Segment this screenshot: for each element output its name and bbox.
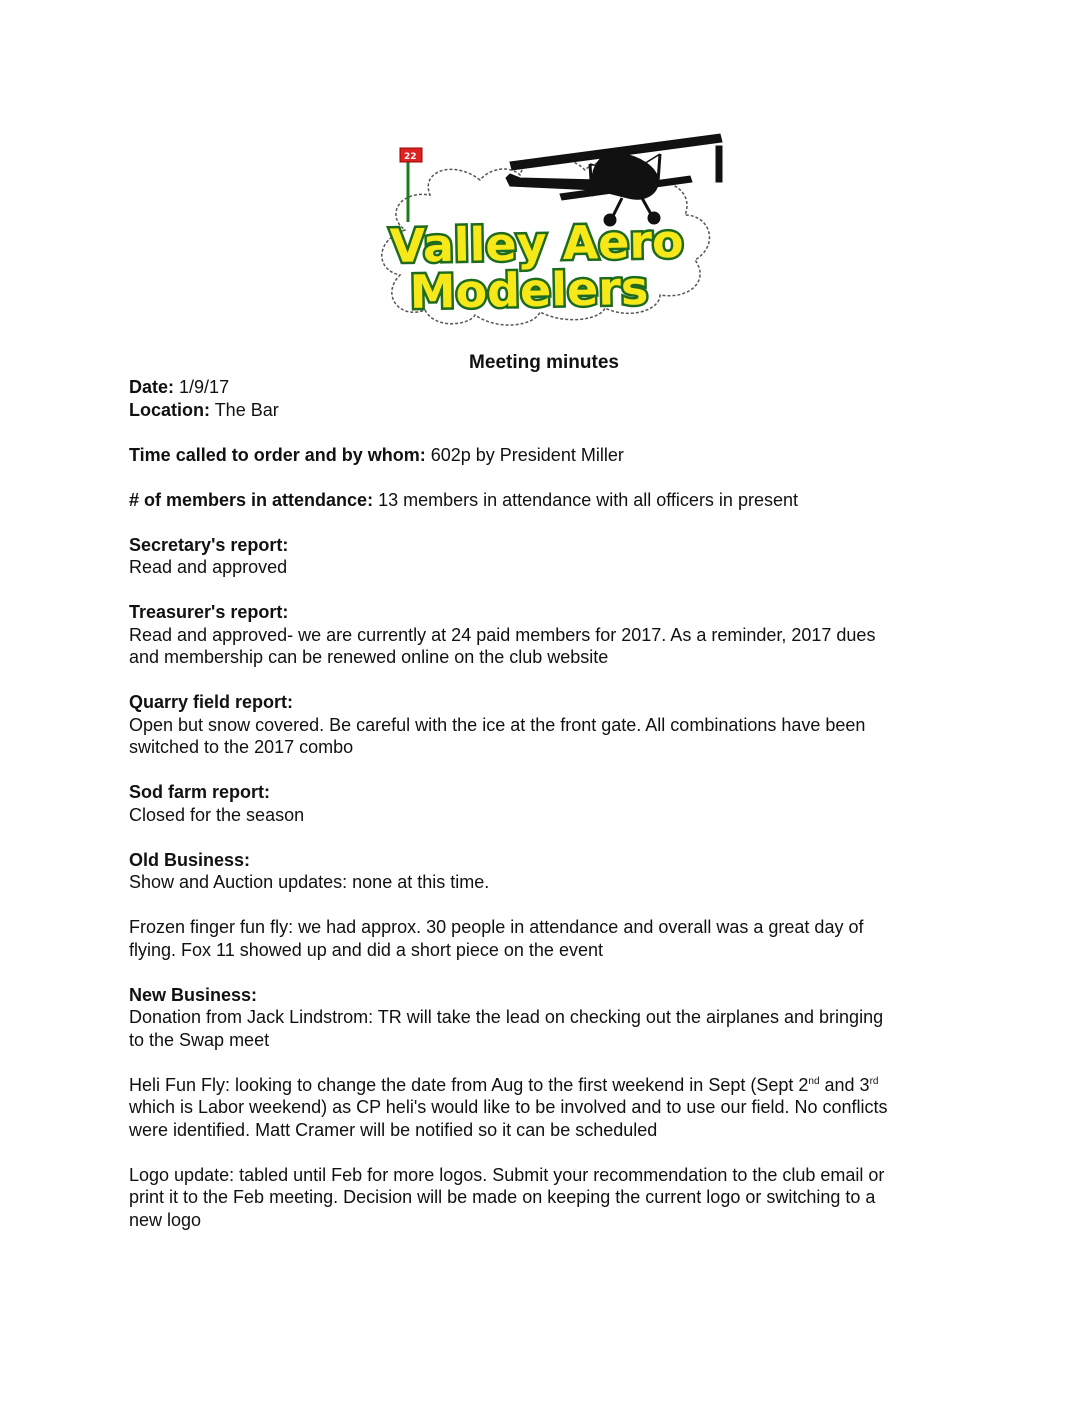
secretary-text: Read and approved: [129, 557, 288, 577]
attendance-label: # of members in attendance:: [129, 489, 374, 510]
treasurer-heading: Treasurer's report:: [129, 602, 289, 622]
quarry-heading: Quarry field report:: [129, 692, 294, 712]
treasurer-text-line2: and membership can be renewed online on the club website: [129, 647, 609, 667]
valley-aero-modelers-logo: [360, 120, 730, 335]
logo-text-line2: Modelers: [409, 260, 649, 319]
heli-sup-b: rd: [869, 1075, 879, 1087]
new-business-item1-line2: to the Swap meet: [129, 1029, 270, 1050]
heli-fun-fly-line3: were identified. Matt Cramer will be notified so it can be scheduled: [129, 1119, 658, 1140]
document-title: Meeting minutes: [469, 352, 619, 373]
heli-text-b: and 3: [819, 1074, 870, 1095]
heli-fun-fly-line1: [129, 1074, 969, 1097]
old-business-item2-line1: Frozen finger fun fly: we had approx. 30 people in attendance and overall was a great day of: [129, 917, 864, 937]
attendance-line: [129, 489, 969, 512]
date-line: [129, 376, 969, 399]
time-called-value: 602p by President Miller: [430, 444, 624, 465]
logo-text-line1: Valley Aero: [389, 213, 685, 273]
location-value: The Bar: [214, 399, 279, 420]
date-label: Date:: [129, 377, 175, 397]
heli-fun-fly-line2: which is Labor weekend) as CP heli's would like to be involved and to use our field. No conflicts: [129, 1097, 888, 1117]
quarry-text-line1: Open but snow covered. Be careful with the ice at the front gate. All combinations have been: [129, 714, 866, 735]
logo-update-line2: print it to the Feb meeting. Decision will be made on keeping the current logo or switching to a: [129, 1187, 876, 1207]
secretary-heading: Secretary's report:: [129, 534, 289, 555]
quarry-text-line2: switched to the 2017 combo: [129, 737, 354, 757]
heli-sup-a: nd: [808, 1075, 820, 1087]
attendance-value: 13 members in attendance with all officers in present: [378, 489, 798, 510]
sod-text: Closed for the season: [129, 804, 305, 825]
time-called-line: [129, 444, 969, 467]
old-business-heading: Old Business:: [129, 849, 251, 870]
old-business-item2-line2: flying. Fox 11 showed up and did a short piece on the event: [129, 939, 603, 960]
time-called-label: Time called to order and by whom:: [129, 444, 426, 465]
heli-text-a: Heli Fun Fly: looking to change the date from Aug to the first weekend in Sept (Sept 2: [129, 1074, 809, 1095]
flag-number: 22: [404, 152, 417, 162]
new-business-heading: New Business:: [129, 984, 258, 1005]
logo-update-line1: Logo update: tabled until Feb for more logos. Submit your recommendation to the club email or: [129, 1164, 885, 1185]
treasurer-text-line1: Read and approved- we are currently at 24 paid members for 2017. As a reminder, 2017 dues: [129, 624, 876, 645]
old-business-item1: Show and Auction updates: none at this time.: [129, 872, 490, 892]
location-label: Location:: [129, 399, 210, 420]
location-line: [129, 399, 969, 422]
minutes-body: [129, 376, 969, 1231]
new-business-item1-line1: Donation from Jack Lindstrom: TR will take the lead on checking out the airplanes and bringing: [129, 1007, 884, 1027]
logo-update-line3: new logo: [129, 1209, 202, 1230]
sod-heading: Sod farm report:: [129, 782, 271, 802]
date-value: 1/9/17: [179, 377, 230, 397]
